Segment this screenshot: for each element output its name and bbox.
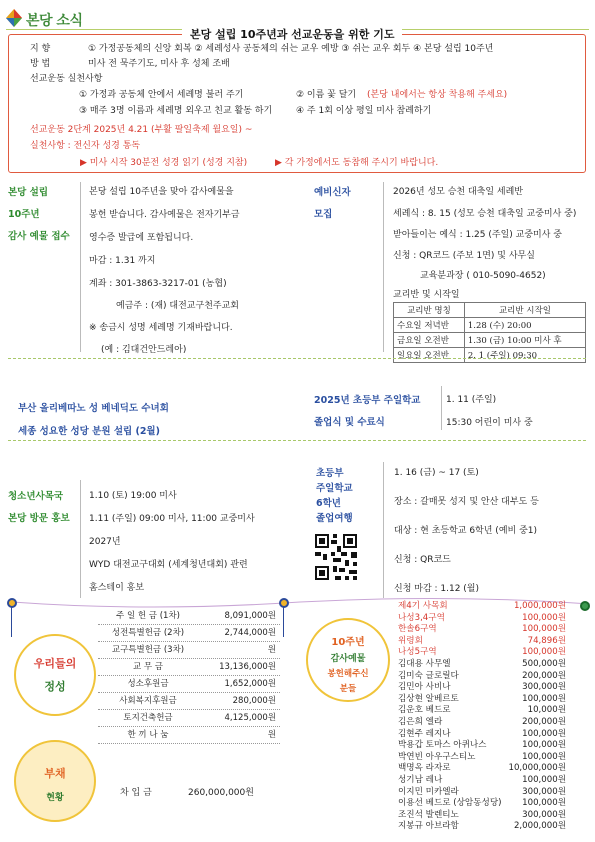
class-schedule-table xyxy=(393,302,586,363)
donor-name: 지봉규 아브라함 xyxy=(398,821,459,832)
anniv-line-1: 본당 설립 10주년을 맞아 감사예물을 xyxy=(89,187,234,197)
bullet-family-participation: ▶ 각 가정에서도 동참해 주시기 바랍니다. xyxy=(275,158,439,168)
youth-line-2: 1.11 (주일) 09:00 미사, 11:00 교중미사 xyxy=(89,514,255,524)
graduation-title-1: 2025년 초등부 주일학교 xyxy=(314,395,421,406)
graduation-title-2: 졸업식 및 수료식 xyxy=(314,417,385,428)
youth-title-1: 청소년사목국 xyxy=(8,491,64,502)
ledger-value: 8,091,000원 xyxy=(224,611,276,621)
section-title: 본당 소식 xyxy=(26,13,83,29)
offering-badge xyxy=(14,634,96,716)
donor-amount: 100,000원 xyxy=(522,740,566,751)
prayer-title: 본당 설립 10주년과 선교운동을 위한 기도 xyxy=(182,26,402,42)
practice-item-2: ② 이름 꽃 달기 xyxy=(296,90,357,100)
donors-title-4: 분들 xyxy=(339,684,357,694)
donor-amount: 500,000원 xyxy=(522,659,566,669)
ledger-label: 교구특별헌금 (3차) xyxy=(111,645,185,655)
donor-name: 박용갑 토마스 아퀴나스 xyxy=(398,740,487,751)
donor-row xyxy=(398,740,566,752)
table-cell: 일요일 오전반 xyxy=(394,348,465,363)
table-cell: 수요일 저녁반 xyxy=(394,318,465,333)
table-cell: 금요일 오전반 xyxy=(394,333,465,348)
ledger-value: 원 xyxy=(267,730,276,740)
graduation-date: 1. 11 (주일) xyxy=(446,395,497,405)
practice-label: 선교운동 실천사항 xyxy=(30,74,103,84)
ledger-row xyxy=(98,643,280,659)
ledger-label: 사회복지후원금 xyxy=(119,696,177,706)
intent-label: 지 향 xyxy=(30,44,51,54)
donor-amount: 100,000원 xyxy=(522,798,566,809)
donor-row xyxy=(398,636,566,648)
pin-string xyxy=(11,607,12,637)
donor-name: 김민아 사비나 xyxy=(398,682,451,693)
ledger-label: 토지건축헌금 xyxy=(123,713,173,723)
donor-name: 김현주 레지나 xyxy=(398,728,451,739)
anniv-title-3: 감사 예물 접수 xyxy=(8,231,70,242)
donor-amount: 100,000원 xyxy=(522,728,566,739)
donor-amount: 100,000원 xyxy=(522,612,566,623)
donor-name: 제4기 사목회 xyxy=(398,601,448,611)
donor-row xyxy=(398,763,566,775)
donor-amount: 100,000원 xyxy=(522,751,566,762)
ledger-label: 주 일 헌 금 (1차) xyxy=(116,611,180,621)
debt-badge xyxy=(14,740,96,822)
donor-amount: 200,000원 xyxy=(522,717,566,727)
practice-item-1: ① 가정과 공동체 안에서 세례명 불러 주기 xyxy=(79,90,244,100)
donor-amount: 2,000,000원 xyxy=(513,821,566,832)
donor-amount: 300,000원 xyxy=(522,809,566,820)
donor-amount: 1,000,000원 xyxy=(513,601,566,611)
ledger-value: 4,125,000원 xyxy=(224,713,276,723)
method-label: 방 법 xyxy=(30,59,51,69)
donor-row xyxy=(398,752,566,764)
table-cell: 1.30 (금) 10:00 미사 후 xyxy=(464,333,585,348)
ledger-row xyxy=(98,728,280,744)
donor-row xyxy=(398,659,566,671)
stage2-text: 선교운동 2단계 2025년 4.21 (부활 팔일축제 월요일) ~ xyxy=(30,125,253,135)
donor-amount: 100,000원 xyxy=(522,647,566,658)
pin-icon xyxy=(7,598,17,608)
donor-name: 백명옥 라자로 xyxy=(398,763,451,774)
trip-title-4: 졸업여행 xyxy=(316,513,353,524)
donor-row xyxy=(398,787,566,799)
pin-icon xyxy=(580,601,590,611)
donor-name: 나성3,4구역 xyxy=(398,612,445,623)
pin-string xyxy=(283,607,284,637)
trip-date: 1. 16 (금) ~ 17 (토) xyxy=(394,468,479,478)
trip-title-2: 주일학교 xyxy=(316,483,353,494)
donor-row xyxy=(398,798,566,810)
section-divider xyxy=(8,358,586,359)
donors-title-2: 감사예물 xyxy=(330,654,366,664)
table-row xyxy=(394,318,586,333)
ledger-value: 280,000원 xyxy=(232,696,276,706)
donor-row xyxy=(398,729,566,741)
donor-row xyxy=(398,601,566,613)
ledger-label: 한 끼 나 눔 xyxy=(127,730,169,740)
donors-title-3: 봉헌해주신 xyxy=(327,669,369,679)
debt-title-1: 부채 xyxy=(44,767,66,780)
ledger-value: 1,652,000원 xyxy=(224,679,276,689)
donor-row xyxy=(398,705,566,717)
youth-line-4: WYD 대전교구대회 (세계청년대회) 관련 xyxy=(89,560,248,570)
graduation-divider xyxy=(441,386,442,430)
offering-title-2: 정성 xyxy=(44,680,66,693)
donor-name: 이지민 미카엘라 xyxy=(398,786,459,797)
practice-item-4: ④ 주 1회 이상 평일 미사 참례하기 xyxy=(296,106,432,116)
anniv-line-3: 영수증 발급에 포함됩니다. xyxy=(89,233,194,243)
trip-target: 대상 : 현 초등학교 6학년 (예비 중1) xyxy=(394,526,538,536)
donor-row xyxy=(398,682,566,694)
offering-title-1: 우리들의 xyxy=(33,657,77,670)
stage2-practice: 실천사항 : 전신자 성경 통독 xyxy=(30,141,141,151)
anniv-deadline: 마감 : 1.31 까지 xyxy=(89,256,156,266)
donor-name: 김은희 엘라 xyxy=(398,717,443,727)
donor-row xyxy=(398,775,566,787)
anniv-account: 계좌 : 301-3863-3217-01 (농협) xyxy=(89,279,227,289)
donor-amount: 300,000원 xyxy=(522,786,566,797)
donor-amount: 74,896원 xyxy=(527,635,566,646)
trip-divider xyxy=(383,462,384,598)
donor-name: 김운호 베드로 xyxy=(398,705,451,716)
donor-name: 나성5구역 xyxy=(398,647,437,658)
donor-name: 김미숙 글로릴다 xyxy=(398,670,459,681)
table-row xyxy=(394,348,586,363)
donor-row xyxy=(398,624,566,636)
donors-badge xyxy=(306,618,390,702)
anniv-account-holder: 예금주 : (재) 대전교구천주교회 xyxy=(116,301,239,311)
ledger-label: 교 무 금 xyxy=(132,662,164,672)
method-text: 미사 전 묵주기도, 미사 후 성체 조배 xyxy=(88,59,230,69)
ledger-value: 2,744,000원 xyxy=(224,628,276,638)
anniv-note: ※ 송금시 성명 세례명 기재바랍니다. xyxy=(89,323,233,333)
catechumen-rite: 받아들이는 예식 : 1.25 (주일) 교중미사 중 xyxy=(393,230,562,240)
anniv-title-1: 본당 설립 xyxy=(8,187,49,198)
donor-amount: 10,000,000원 xyxy=(508,763,566,774)
table-header: 교리반 시작일 xyxy=(464,303,585,318)
ledger-row xyxy=(98,609,280,625)
donor-amount: 300,000원 xyxy=(522,682,566,693)
anniv-divider xyxy=(80,182,81,352)
trip-title-1: 초등부 xyxy=(316,468,344,479)
table-cell: 1.28 (수) 20:00 xyxy=(464,318,585,333)
donor-row xyxy=(398,647,566,659)
youth-title-2: 본당 방문 홍보 xyxy=(8,513,70,524)
donor-amount: 100,000원 xyxy=(522,624,566,635)
trip-deadline: 신청 마감 : 1.12 (월) xyxy=(394,584,480,594)
youth-line-1: 1.10 (토) 19:00 미사 xyxy=(89,491,177,501)
donor-amount: 200,000원 xyxy=(522,670,566,681)
donor-row xyxy=(398,694,566,706)
donors-title-1: 10주년 xyxy=(331,637,365,648)
youth-line-5: 홈스테이 홍보 xyxy=(89,583,145,593)
graduation-time: 15:30 어린이 미사 중 xyxy=(446,418,533,428)
donor-row xyxy=(398,717,566,729)
table-row xyxy=(394,333,586,348)
anniv-title-2: 10주년 xyxy=(8,209,40,220)
donor-amount: 100,000원 xyxy=(522,775,566,785)
donor-name: 성기남 레나 xyxy=(398,775,443,785)
table-header: 교리반 명칭 xyxy=(394,303,465,318)
convent-line-1: 부산 올리베따노 성 베네딕도 수녀회 xyxy=(18,403,169,414)
youth-divider xyxy=(80,480,81,598)
debt-label: 차 입 금 xyxy=(120,788,152,798)
catechumen-apply: 신청 : QR코드 (주보 1면) 및 사무실 xyxy=(393,251,535,261)
catechumen-line-1: 2026년 성모 승천 대축일 세례반 xyxy=(393,187,523,197)
catechumen-title-2: 모집 xyxy=(314,209,333,220)
catechumen-title-1: 예비신자 xyxy=(314,187,351,198)
bullet-bible-reading: ▶ 미사 시작 30분전 성경 읽기 (성경 지참) xyxy=(80,158,248,168)
donor-row xyxy=(398,613,566,625)
donor-row xyxy=(398,671,566,683)
donor-name: 이용선 베드로 (상암동성당) xyxy=(398,798,502,809)
youth-line-3: 2027년 xyxy=(89,537,121,547)
donor-amount: 10,000원 xyxy=(527,705,566,716)
anniv-example: (예 : 김대건안드레아) xyxy=(101,345,187,355)
donor-name: 위령회 xyxy=(398,635,423,646)
intent-text: ① 가정공동체의 신앙 회복 ② 세례성사 공동체의 쉬는 교우 예방 ③ 쉬는 교우 회두 ④ 본당 설립 10주년 xyxy=(88,44,494,54)
parish-logo-icon xyxy=(6,9,22,27)
debt-title-2: 현황 xyxy=(46,793,64,803)
catechumen-baptism: 세례식 : 8. 15 (성모 승천 대축일 교중미사 중) xyxy=(393,209,577,219)
convent-line-2: 세종 성요한 성당 분원 설립 (2월) xyxy=(18,426,160,437)
practice-item-2-note: (본당 내에서는 항상 착용해 주세요) xyxy=(367,90,508,100)
ledger-row xyxy=(98,694,280,710)
practice-item-3: ③ 매주 3명 이름과 세례명 외우고 친교 활동 하기 xyxy=(79,106,273,116)
donor-name: 김대용 사무엘 xyxy=(398,659,451,669)
debt-value: 260,000,000원 xyxy=(188,788,254,798)
trip-place: 장소 : 갈매못 성지 및 안산 대부도 등 xyxy=(394,497,539,507)
donor-name: 박연빈 아우구스티노 xyxy=(398,751,476,762)
donor-amount: 100,000원 xyxy=(522,693,566,704)
qr-code-icon[interactable] xyxy=(313,532,359,582)
ledger-row xyxy=(98,711,280,727)
ledger-row xyxy=(98,660,280,676)
ledger-label: 성전특별헌금 (2차) xyxy=(111,628,185,638)
donor-name: 김상현 알베르토 xyxy=(398,693,459,704)
donor-name: 한솔6구역 xyxy=(398,624,437,635)
anniv-line-2: 봉헌 받습니다. 감사예물은 전자기부금 xyxy=(89,210,240,220)
catechumen-classes-label: 교리반 및 시작일 xyxy=(393,290,460,300)
trip-title-3: 6학년 xyxy=(316,498,341,509)
ledger-value: 13,136,000원 xyxy=(219,662,276,672)
ledger-label: 성소후원금 xyxy=(127,679,169,689)
ledger-value: 원 xyxy=(267,645,276,655)
trip-apply: 신청 : QR코드 xyxy=(394,555,451,565)
catechumen-contact: 교육분과장 ( 010-5090-4652) xyxy=(420,271,546,281)
ledger-row xyxy=(98,677,280,693)
ledger-row xyxy=(98,626,280,642)
donor-row xyxy=(398,810,566,822)
donor-row xyxy=(398,821,566,833)
pin-icon xyxy=(279,598,289,608)
donor-name: 조진석 발렌티노 xyxy=(398,809,459,820)
table-cell: 2. 1 (주일) 09:30 xyxy=(464,348,585,363)
section-divider xyxy=(8,440,586,441)
catechumen-divider xyxy=(383,182,384,352)
